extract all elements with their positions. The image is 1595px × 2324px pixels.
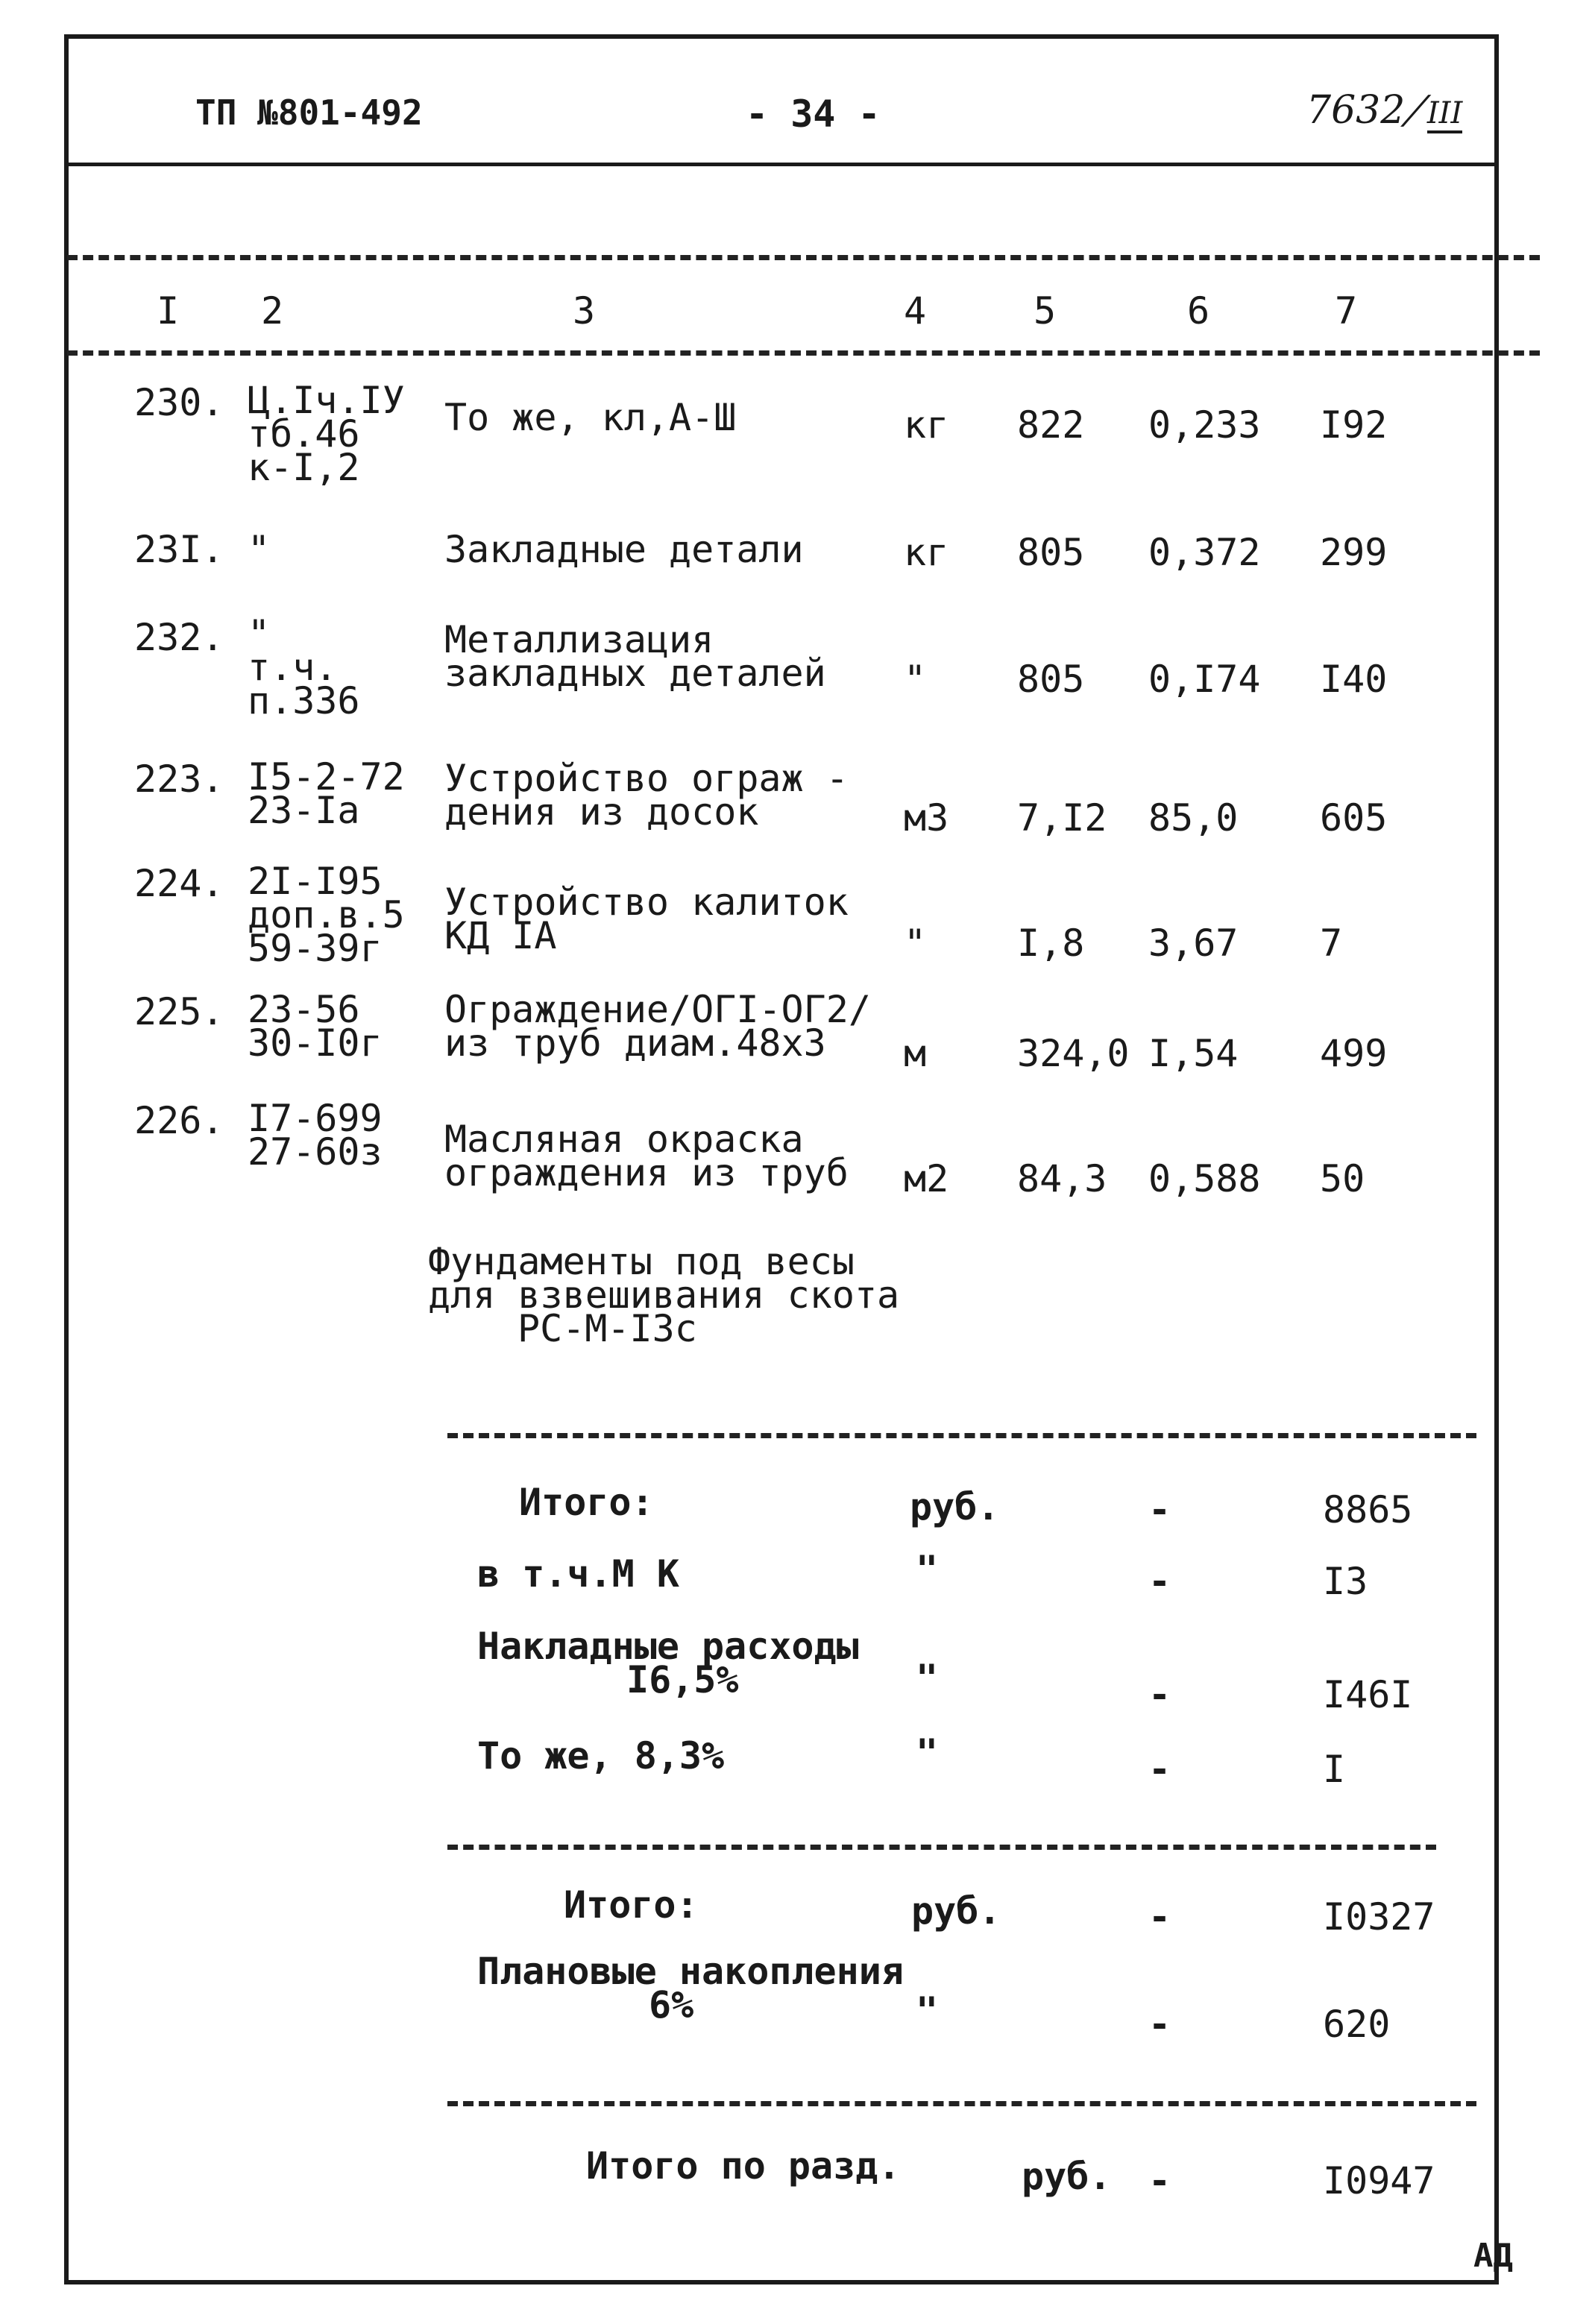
item-name: То же, кл,А-Ш	[444, 396, 737, 439]
total-label: Итого:	[519, 1481, 654, 1524]
total-label: То же, 8,3%	[477, 1734, 725, 1777]
norm-code-line: I7-699	[248, 1097, 383, 1140]
total-label	[477, 1625, 859, 1701]
column-header: 4	[904, 289, 927, 333]
total-label: Итого:	[564, 1883, 699, 1927]
total-unit: "	[916, 1548, 939, 1591]
total-unit: руб.	[1022, 2155, 1112, 2198]
column-header: I	[157, 289, 180, 333]
total-value: I0327	[1323, 1895, 1435, 1939]
norm-code	[248, 860, 405, 970]
total-value: I3	[1323, 1560, 1368, 1603]
column-header: 7	[1335, 289, 1358, 333]
cost: 299	[1320, 531, 1388, 574]
total-unit: "	[916, 1657, 939, 1700]
column-header: 5	[1034, 289, 1057, 333]
section-title-line: РС-М-I3с	[517, 1307, 697, 1350]
unit-price: 0,372	[1148, 531, 1261, 574]
cost: I40	[1320, 658, 1388, 701]
quantity: 324,0	[1017, 1032, 1130, 1075]
norm-code-line: п.336	[248, 679, 360, 722]
cost: 50	[1320, 1157, 1365, 1200]
totals-rule	[447, 1845, 1436, 1850]
norm-code	[248, 612, 360, 722]
column-header: 2	[261, 289, 284, 333]
quantity: 7,I2	[1017, 796, 1107, 840]
total-label-line: I6,5%	[626, 1658, 739, 1701]
total-label-line: 6%	[649, 1983, 694, 2027]
header-rule	[64, 163, 1499, 166]
total-dash: -	[1148, 1748, 1171, 1791]
cost: 7	[1320, 922, 1343, 965]
inventory-no: 7632	[1306, 88, 1406, 133]
item-name-line: закладных деталей	[444, 652, 826, 695]
norm-code-line: I5-2-72	[248, 755, 405, 799]
unit-price: 0,I74	[1148, 658, 1261, 701]
total-label-line: Накладные расходы	[477, 1625, 859, 1668]
item-name	[444, 881, 849, 957]
section-title-line: для взвешивания скота	[428, 1273, 900, 1317]
total-value: I	[1323, 1748, 1346, 1791]
cost: 499	[1320, 1032, 1388, 1075]
row-number: 224.	[134, 862, 224, 905]
cost: 605	[1320, 796, 1388, 840]
item-name	[444, 988, 871, 1065]
norm-code-line: к-I,2	[248, 446, 360, 489]
unit-price: 3,67	[1148, 922, 1239, 965]
total-dash: -	[1148, 1895, 1171, 1939]
norm-code-line: 27-60з	[248, 1130, 383, 1174]
unit-price: I,54	[1148, 1032, 1239, 1075]
doc-id: ТП №801-492	[195, 92, 423, 133]
total-unit: руб.	[911, 1889, 1001, 1933]
column-header-bottom-rule	[67, 350, 1540, 356]
total-dash: -	[1148, 2003, 1171, 2046]
footer-mark: АД	[1473, 2237, 1513, 2275]
norm-code-line: "	[248, 612, 271, 655]
norm-code-line: Ц.Iч.IУ	[248, 379, 405, 422]
unit-price: 85,0	[1148, 796, 1239, 840]
unit-price: 0,233	[1148, 403, 1261, 447]
item-name	[444, 757, 849, 834]
column-header: 6	[1187, 289, 1210, 333]
quantity: 822	[1017, 403, 1085, 447]
inventory-suffix: III	[1427, 96, 1462, 133]
page-number: - 34 -	[746, 92, 881, 136]
total-dash: -	[1148, 1560, 1171, 1603]
norm-code-line: 2I-I95	[248, 860, 383, 903]
unit: кг	[904, 531, 949, 574]
unit: кг	[904, 403, 949, 447]
row-number: 226.	[134, 1099, 224, 1142]
total-value: 620	[1323, 2003, 1391, 2046]
section-title-line: Фундаменты под весы	[428, 1240, 855, 1283]
row-number: 232.	[134, 616, 224, 659]
total-unit: "	[916, 1731, 939, 1775]
norm-code-line: 30-I0г	[248, 1021, 383, 1065]
unit-price: 0,588	[1148, 1157, 1261, 1200]
norm-code	[248, 755, 405, 832]
total-unit: "	[916, 1989, 939, 2032]
row-number: 225.	[134, 990, 224, 1033]
total-label: в т.ч.М К	[477, 1552, 679, 1596]
unit: "	[904, 658, 927, 701]
norm-code-line: 59-39г	[248, 927, 383, 970]
row-number: 23I.	[134, 528, 224, 571]
unit: "	[904, 922, 927, 965]
item-name-line: ограждения из труб	[444, 1151, 849, 1194]
total-dash: -	[1148, 2159, 1171, 2202]
total-label: Итого по разд.	[586, 2144, 901, 2188]
item-name-line: из труб диам.48х3	[444, 1021, 826, 1065]
norm-code	[248, 1097, 383, 1174]
section-title	[428, 1240, 900, 1350]
norm-code-line: доп.в.5	[248, 893, 405, 936]
total-unit: руб.	[910, 1485, 1000, 1528]
norm-code	[248, 379, 405, 489]
quantity: 84,3	[1017, 1157, 1107, 1200]
total-value: I46I	[1323, 1673, 1413, 1716]
row-number: 230.	[134, 381, 224, 424]
cost: I92	[1320, 403, 1388, 447]
total-dash: -	[1148, 1488, 1171, 1531]
item-name	[444, 1118, 849, 1194]
item-name-line: Металлизация	[444, 618, 714, 661]
column-header: 3	[573, 289, 596, 333]
unit: м	[904, 1032, 927, 1075]
total-value: 8865	[1323, 1488, 1413, 1531]
column-header-top-rule	[67, 255, 1540, 260]
totals-rule	[447, 2101, 1476, 2106]
item-name	[444, 618, 826, 695]
item-name: Закладные детали	[444, 528, 804, 571]
quantity: 805	[1017, 531, 1085, 574]
item-name-line: Устройство ограж -	[444, 757, 849, 800]
item-name-line: Устройство калиток	[444, 881, 849, 924]
total-dash: -	[1148, 1673, 1171, 1716]
quantity: I,8	[1017, 922, 1085, 965]
quantity: 805	[1017, 658, 1085, 701]
item-name-line: КД IА	[444, 914, 557, 957]
norm-code-line: 23-Iа	[248, 789, 360, 832]
unit: м3	[904, 796, 949, 840]
norm-code-line: 23-56	[248, 988, 360, 1031]
item-name-line: дения из досок	[444, 790, 759, 834]
norm-code-line: тб.46	[248, 412, 360, 456]
total-value: I0947	[1323, 2159, 1435, 2202]
unit: м2	[904, 1157, 949, 1200]
totals-rule	[447, 1433, 1476, 1438]
total-label	[477, 1950, 904, 2027]
inventory-number: 7632/III	[1306, 88, 1463, 133]
norm-code: "	[248, 528, 271, 571]
total-label-line: Плановые накопления	[477, 1950, 904, 1993]
norm-code	[248, 988, 383, 1065]
item-name-line: Ограждение/ОГI-ОГ2/	[444, 988, 871, 1031]
norm-code-line: т.ч.	[248, 646, 338, 689]
row-number: 223.	[134, 758, 224, 801]
item-name-line: Масляная окраска	[444, 1118, 804, 1161]
